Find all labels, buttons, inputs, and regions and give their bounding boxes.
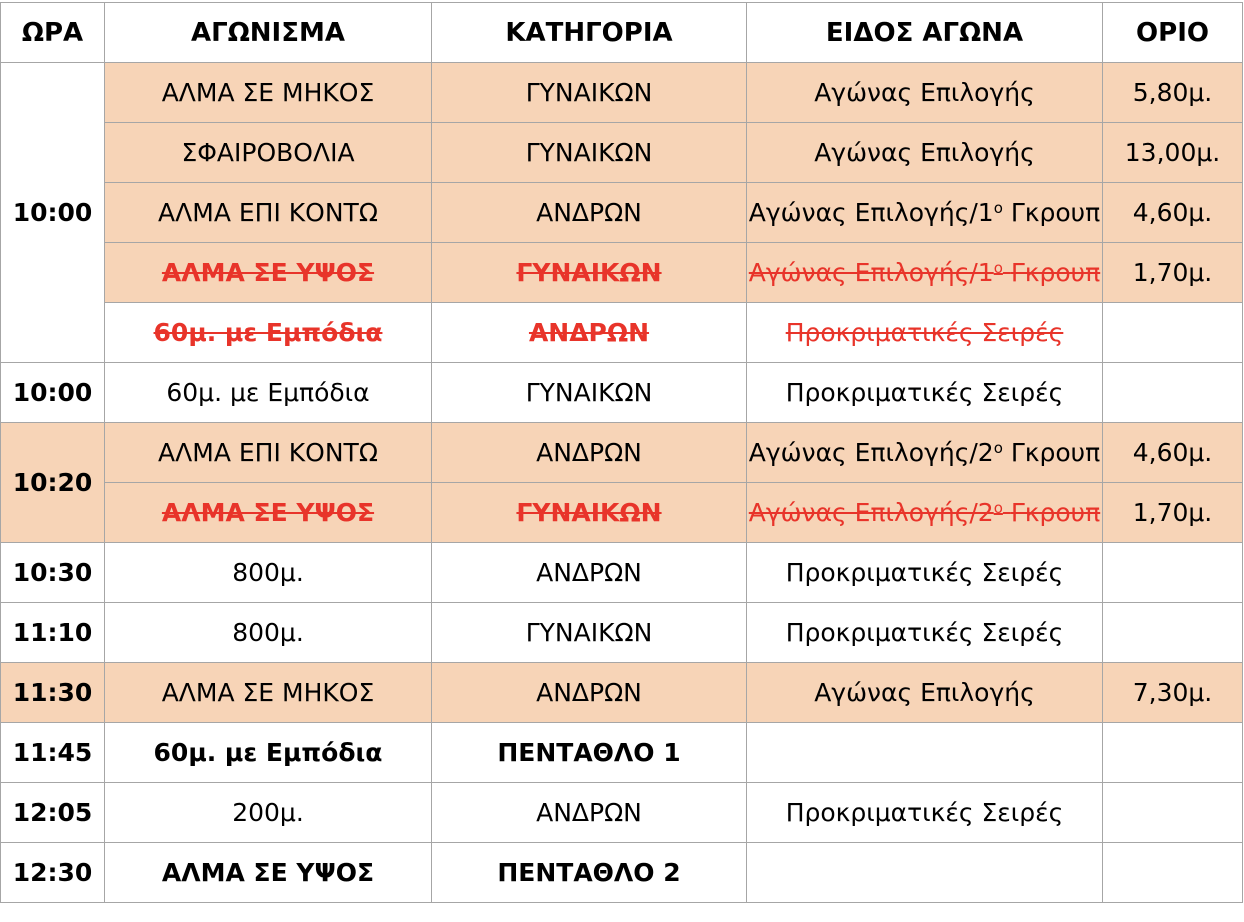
time-cell: 10:00 (1, 63, 105, 363)
event-cell: 60μ. με Εμπόδια (105, 723, 432, 783)
limit-cell: 1,70μ. (1103, 243, 1243, 303)
category-cell: ΓΥΝΑΙΚΩΝ (432, 63, 747, 123)
limit-cell: 1,70μ. (1103, 483, 1243, 543)
limit-cell: 5,80μ. (1103, 63, 1243, 123)
limit-cell (1103, 303, 1243, 363)
type-cell: Αγώνας Επιλογής (747, 123, 1103, 183)
header-type: ΕΙΔΟΣ ΑΓΩΝΑ (747, 3, 1103, 63)
category-cell: ΓΥΝΑΙΚΩΝ (432, 363, 747, 423)
event-cell: ΑΛΜΑ ΕΠΙ ΚΟΝΤΩ (105, 183, 432, 243)
category-cell: ΓΥΝΑΙΚΩΝ (432, 243, 747, 303)
type-cell: Αγώνας Επιλογής/$2^o$ Γκρουπ (747, 423, 1103, 483)
limit-cell: 13,00μ. (1103, 123, 1243, 183)
type-cell: Αγώνας Επιλογής (747, 663, 1103, 723)
type-cell: Αγώνας Επιλογής/$2^o$ Γκρουπ (747, 483, 1103, 543)
header-category: ΚΑΤΗΓΟΡΙΑ (432, 3, 747, 63)
type-cell: Αγώνας Επιλογής/$1^o$ Γκρουπ (747, 243, 1103, 303)
event-cell: 800μ. (105, 603, 432, 663)
time-cell: 10:20 (1, 423, 105, 543)
event-cell: ΑΛΜΑ ΣΕ ΥΨΟΣ (105, 243, 432, 303)
header-row (1, 3, 1243, 63)
type-cell: Προκριματικές Σειρές (747, 603, 1103, 663)
category-cell: ΑΝΔΡΩΝ (432, 783, 747, 843)
type-cell: Προκριματικές Σειρές (747, 543, 1103, 603)
table-row (1, 483, 1243, 543)
type-cell: Αγώνας Επιλογής/$1^o$ Γκρουπ (747, 183, 1103, 243)
category-cell: ΓΥΝΑΙΚΩΝ (432, 483, 747, 543)
table-row (1, 663, 1243, 723)
limit-cell (1103, 843, 1243, 903)
table-row (1, 423, 1243, 483)
time-cell: 12:05 (1, 783, 105, 843)
limit-cell (1103, 363, 1243, 423)
limit-cell: 7,30μ. (1103, 663, 1243, 723)
time-cell: 10:30 (1, 543, 105, 603)
event-cell: 60μ. με Εμπόδια (105, 363, 432, 423)
type-cell: Προκριματικές Σειρές (747, 783, 1103, 843)
event-cell: ΑΛΜΑ ΣΕ ΥΨΟΣ (105, 483, 432, 543)
limit-cell: 4,60μ. (1103, 183, 1243, 243)
time-cell: 11:10 (1, 603, 105, 663)
event-cell: ΑΛΜΑ ΣΕ ΜΗΚΟΣ (105, 663, 432, 723)
table-row (1, 843, 1243, 903)
event-cell: ΑΛΜΑ ΕΠΙ ΚΟΝΤΩ (105, 423, 432, 483)
time-cell: 11:45 (1, 723, 105, 783)
category-cell: ΑΝΔΡΩΝ (432, 663, 747, 723)
table-row (1, 363, 1243, 423)
time-cell: 11:30 (1, 663, 105, 723)
type-cell (747, 843, 1103, 903)
header-event: ΑΓΩΝΙΣΜΑ (105, 3, 432, 63)
limit-cell: 4,60μ. (1103, 423, 1243, 483)
category-cell: ΑΝΔΡΩΝ (432, 423, 747, 483)
category-cell: ΠΕΝΤΑΘΛΟ 2 (432, 843, 747, 903)
table-row (1, 63, 1243, 123)
category-cell: ΓΥΝΑΙΚΩΝ (432, 123, 747, 183)
event-cell: ΣΦΑΙΡΟΒΟΛΙΑ (105, 123, 432, 183)
event-cell: ΑΛΜΑ ΣΕ ΥΨΟΣ (105, 843, 432, 903)
table-row (1, 543, 1243, 603)
type-cell: Προκριματικές Σειρές (747, 303, 1103, 363)
table-row (1, 243, 1243, 303)
limit-cell (1103, 783, 1243, 843)
table-row (1, 183, 1243, 243)
table-row (1, 723, 1243, 783)
limit-cell (1103, 723, 1243, 783)
category-cell: ΑΝΔΡΩΝ (432, 183, 747, 243)
header-limit: ΟΡΙΟ (1103, 3, 1243, 63)
category-cell: ΠΕΝΤΑΘΛΟ 1 (432, 723, 747, 783)
limit-cell (1103, 543, 1243, 603)
event-cell: ΑΛΜΑ ΣΕ ΜΗΚΟΣ (105, 63, 432, 123)
category-cell: ΑΝΔΡΩΝ (432, 543, 747, 603)
limit-cell (1103, 603, 1243, 663)
type-cell: Αγώνας Επιλογής (747, 63, 1103, 123)
table-row (1, 783, 1243, 843)
event-cell: 60μ. με Εμπόδια (105, 303, 432, 363)
table-row (1, 123, 1243, 183)
table-row (1, 603, 1243, 663)
schedule-table (0, 2, 1243, 903)
time-cell: 12:30 (1, 843, 105, 903)
category-cell: ΓΥΝΑΙΚΩΝ (432, 603, 747, 663)
type-cell (747, 723, 1103, 783)
type-cell: Προκριματικές Σειρές (747, 363, 1103, 423)
table-row (1, 303, 1243, 363)
event-cell: 200μ. (105, 783, 432, 843)
event-cell: 800μ. (105, 543, 432, 603)
time-cell: 10:00 (1, 363, 105, 423)
header-time: ΩΡΑ (1, 3, 105, 63)
category-cell: ΑΝΔΡΩΝ (432, 303, 747, 363)
